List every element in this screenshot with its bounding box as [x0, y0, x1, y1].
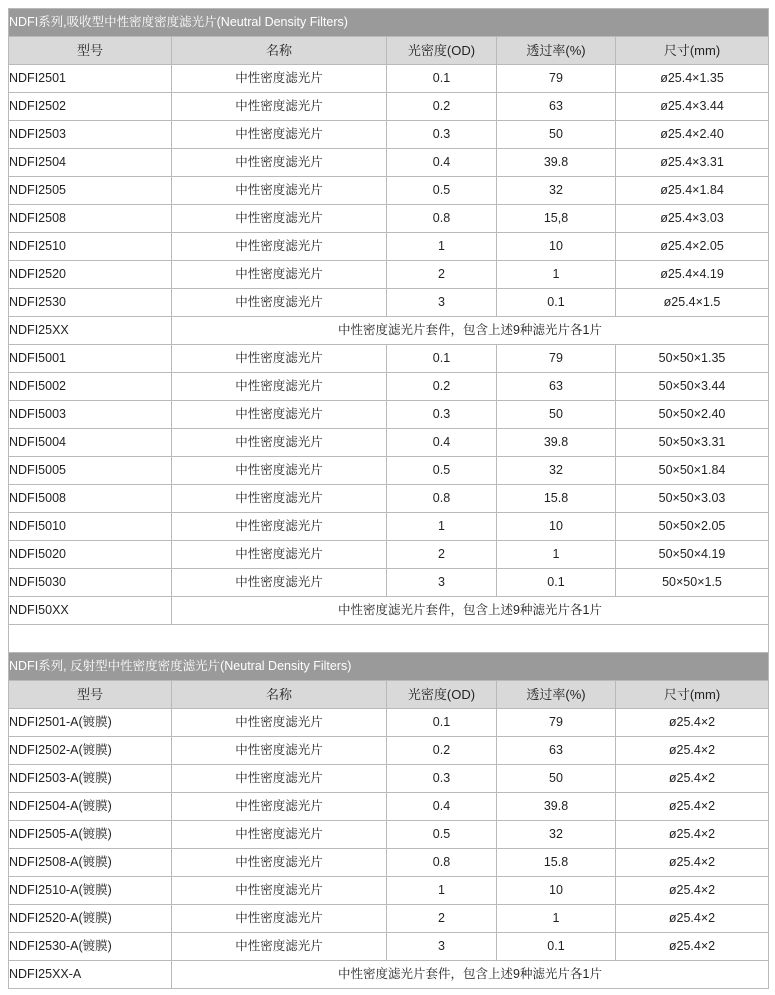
table-row [9, 233, 769, 261]
cell-optical-density: 0.5 [387, 177, 497, 205]
cell-model: NDFI5010 [9, 513, 172, 541]
cell-transmittance: 79 [497, 65, 616, 93]
cell-kit-description: 中性密度滤光片套件，包含上述9种滤光片各1片 [172, 961, 769, 989]
cell-model: NDFI50XX [9, 597, 172, 625]
cell-name: 中性密度滤光片 [172, 345, 387, 373]
cell-dimensions: ø25.4×2 [616, 737, 769, 765]
column-header: 光密度(OD) [387, 37, 497, 65]
cell-transmittance: 10 [497, 233, 616, 261]
column-header: 光密度(OD) [387, 681, 497, 709]
table-row [9, 933, 769, 961]
cell-transmittance: 79 [497, 345, 616, 373]
column-header: 型号 [9, 37, 172, 65]
table-row [9, 65, 769, 93]
cell-optical-density: 0.8 [387, 485, 497, 513]
cell-dimensions: 50×50×1.84 [616, 457, 769, 485]
cell-model: NDFI5005 [9, 457, 172, 485]
column-header: 名称 [172, 37, 387, 65]
cell-transmittance: 0.1 [497, 289, 616, 317]
cell-dimensions: 50×50×3.03 [616, 485, 769, 513]
cell-kit-description: 中性密度滤光片套件，包含上述9种滤光片各1片 [172, 317, 769, 345]
cell-dimensions: ø25.4×2 [616, 905, 769, 933]
cell-model: NDFI2502 [9, 93, 172, 121]
cell-name: 中性密度滤光片 [172, 429, 387, 457]
cell-optical-density: 0.3 [387, 401, 497, 429]
cell-dimensions: ø25.4×2 [616, 933, 769, 961]
cell-model: NDFI5008 [9, 485, 172, 513]
cell-transmittance: 32 [497, 177, 616, 205]
cell-dimensions: ø25.4×3.44 [616, 93, 769, 121]
cell-dimensions: 50×50×1.35 [616, 345, 769, 373]
cell-transmittance: 15.8 [497, 849, 616, 877]
table-row [9, 709, 769, 737]
cell-model: NDFI2508 [9, 205, 172, 233]
cell-model: NDFI5020 [9, 541, 172, 569]
cell-model: NDFI2530-A(镀膜) [9, 933, 172, 961]
cell-model: NDFI2501-A(镀膜) [9, 709, 172, 737]
cell-model: NDFI2504 [9, 149, 172, 177]
cell-dimensions: ø25.4×2 [616, 849, 769, 877]
cell-model: NDFI2520-A(镀膜) [9, 905, 172, 933]
cell-model: NDFI2501 [9, 65, 172, 93]
table-row [9, 905, 769, 933]
cell-transmittance: 1 [497, 541, 616, 569]
cell-name: 中性密度滤光片 [172, 177, 387, 205]
column-header: 透过率(%) [497, 37, 616, 65]
cell-optical-density: 3 [387, 569, 497, 597]
cell-transmittance: 63 [497, 737, 616, 765]
cell-dimensions: 50×50×4.19 [616, 541, 769, 569]
cell-transmittance: 39.8 [497, 793, 616, 821]
cell-dimensions: ø25.4×2 [616, 821, 769, 849]
cell-optical-density: 2 [387, 905, 497, 933]
specifications-table [8, 8, 769, 989]
table-row [9, 737, 769, 765]
cell-dimensions: ø25.4×1.5 [616, 289, 769, 317]
cell-transmittance: 39.8 [497, 149, 616, 177]
table-row [9, 429, 769, 457]
cell-dimensions: ø25.4×2 [616, 877, 769, 905]
cell-optical-density: 0.1 [387, 709, 497, 737]
table-row [9, 485, 769, 513]
cell-optical-density: 0.3 [387, 765, 497, 793]
cell-model: NDFI2530 [9, 289, 172, 317]
cell-optical-density: 0.1 [387, 65, 497, 93]
cell-name: 中性密度滤光片 [172, 149, 387, 177]
cell-optical-density: 0.8 [387, 849, 497, 877]
table-row [9, 401, 769, 429]
cell-name: 中性密度滤光片 [172, 373, 387, 401]
cell-name: 中性密度滤光片 [172, 93, 387, 121]
table-row [9, 569, 769, 597]
section-title-row [9, 653, 769, 681]
cell-dimensions: ø25.4×3.03 [616, 205, 769, 233]
spacer-cell [9, 625, 769, 653]
cell-model: NDFI2503 [9, 121, 172, 149]
table-row [9, 821, 769, 849]
cell-name: 中性密度滤光片 [172, 401, 387, 429]
cell-dimensions: ø25.4×2.05 [616, 233, 769, 261]
cell-model: NDFI2510 [9, 233, 172, 261]
cell-transmittance: 10 [497, 877, 616, 905]
table-row [9, 457, 769, 485]
cell-transmittance: 63 [497, 93, 616, 121]
cell-optical-density: 0.4 [387, 429, 497, 457]
table-row [9, 513, 769, 541]
column-header-row [9, 681, 769, 709]
cell-optical-density: 0.5 [387, 821, 497, 849]
table-row [9, 877, 769, 905]
cell-optical-density: 3 [387, 933, 497, 961]
cell-optical-density: 0.2 [387, 93, 497, 121]
section-title: NDFI系列, 反射型中性密度密度滤光片(Neutral Density Filters) [9, 653, 769, 681]
cell-optical-density: 2 [387, 261, 497, 289]
cell-name: 中性密度滤光片 [172, 765, 387, 793]
cell-optical-density: 0.8 [387, 205, 497, 233]
table-row [9, 149, 769, 177]
cell-model: NDFI2505 [9, 177, 172, 205]
section-title-row [9, 9, 769, 37]
cell-optical-density: 0.2 [387, 737, 497, 765]
cell-transmittance: 15.8 [497, 485, 616, 513]
cell-model: NDFI2508-A(镀膜) [9, 849, 172, 877]
cell-name: 中性密度滤光片 [172, 541, 387, 569]
cell-transmittance: 50 [497, 765, 616, 793]
cell-optical-density: 0.4 [387, 793, 497, 821]
table-row [9, 121, 769, 149]
cell-model: NDFI5003 [9, 401, 172, 429]
table-row [9, 541, 769, 569]
column-header: 名称 [172, 681, 387, 709]
cell-model: NDFI2505-A(镀膜) [9, 821, 172, 849]
table-row [9, 289, 769, 317]
cell-name: 中性密度滤光片 [172, 821, 387, 849]
table-row [9, 793, 769, 821]
cell-transmittance: 32 [497, 821, 616, 849]
cell-optical-density: 0.5 [387, 457, 497, 485]
cell-name: 中性密度滤光片 [172, 709, 387, 737]
cell-optical-density: 0.1 [387, 345, 497, 373]
cell-transmittance: 1 [497, 261, 616, 289]
cell-dimensions: ø25.4×4.19 [616, 261, 769, 289]
cell-dimensions: ø25.4×2.40 [616, 121, 769, 149]
cell-dimensions: ø25.4×3.31 [616, 149, 769, 177]
cell-name: 中性密度滤光片 [172, 905, 387, 933]
cell-name: 中性密度滤光片 [172, 737, 387, 765]
cell-model: NDFI5004 [9, 429, 172, 457]
cell-transmittance: 0.1 [497, 569, 616, 597]
cell-model: NDFI25XX [9, 317, 172, 345]
cell-dimensions: ø25.4×2 [616, 765, 769, 793]
cell-dimensions: ø25.4×2 [616, 709, 769, 737]
table-row [9, 373, 769, 401]
cell-transmittance: 1 [497, 905, 616, 933]
cell-name: 中性密度滤光片 [172, 233, 387, 261]
cell-transmittance: 39.8 [497, 429, 616, 457]
table-row [9, 597, 769, 625]
cell-dimensions: 50×50×3.44 [616, 373, 769, 401]
cell-name: 中性密度滤光片 [172, 289, 387, 317]
cell-transmittance: 79 [497, 709, 616, 737]
cell-model: NDFI5002 [9, 373, 172, 401]
cell-name: 中性密度滤光片 [172, 933, 387, 961]
cell-name: 中性密度滤光片 [172, 121, 387, 149]
table-row [9, 765, 769, 793]
cell-name: 中性密度滤光片 [172, 205, 387, 233]
cell-transmittance: 10 [497, 513, 616, 541]
cell-dimensions: 50×50×2.05 [616, 513, 769, 541]
cell-optical-density: 1 [387, 513, 497, 541]
cell-kit-description: 中性密度滤光片套件，包含上述9种滤光片各1片 [172, 597, 769, 625]
table-row [9, 177, 769, 205]
table-row [9, 345, 769, 373]
cell-optical-density: 0.2 [387, 373, 497, 401]
column-header-row [9, 37, 769, 65]
cell-dimensions: 50×50×3.31 [616, 429, 769, 457]
cell-model: NDFI5001 [9, 345, 172, 373]
cell-model: NDFI2502-A(镀膜) [9, 737, 172, 765]
cell-transmittance: 50 [497, 121, 616, 149]
cell-optical-density: 2 [387, 541, 497, 569]
section-spacer [9, 625, 769, 653]
cell-name: 中性密度滤光片 [172, 485, 387, 513]
cell-name: 中性密度滤光片 [172, 513, 387, 541]
cell-model: NDFI5030 [9, 569, 172, 597]
cell-transmittance: 0.1 [497, 933, 616, 961]
column-header: 尺寸(mm) [616, 37, 769, 65]
cell-dimensions: ø25.4×1.84 [616, 177, 769, 205]
column-header: 尺寸(mm) [616, 681, 769, 709]
table-row [9, 961, 769, 989]
cell-model: NDFI2503-A(镀膜) [9, 765, 172, 793]
cell-optical-density: 3 [387, 289, 497, 317]
cell-dimensions: ø25.4×1.35 [616, 65, 769, 93]
table-row [9, 261, 769, 289]
cell-dimensions: 50×50×2.40 [616, 401, 769, 429]
cell-name: 中性密度滤光片 [172, 569, 387, 597]
cell-optical-density: 0.4 [387, 149, 497, 177]
cell-name: 中性密度滤光片 [172, 457, 387, 485]
cell-optical-density: 1 [387, 233, 497, 261]
cell-dimensions: ø25.4×2 [616, 793, 769, 821]
cell-dimensions: 50×50×1.5 [616, 569, 769, 597]
cell-optical-density: 1 [387, 877, 497, 905]
cell-name: 中性密度滤光片 [172, 793, 387, 821]
cell-optical-density: 0.3 [387, 121, 497, 149]
table-row [9, 205, 769, 233]
table-row [9, 93, 769, 121]
section-title: NDFI系列,吸收型中性密度密度滤光片(Neutral Density Filters) [9, 9, 769, 37]
column-header: 型号 [9, 681, 172, 709]
cell-transmittance: 32 [497, 457, 616, 485]
cell-model: NDFI2510-A(镀膜) [9, 877, 172, 905]
cell-name: 中性密度滤光片 [172, 849, 387, 877]
table-row [9, 849, 769, 877]
cell-model: NDFI2520 [9, 261, 172, 289]
column-header: 透过率(%) [497, 681, 616, 709]
cell-model: NDFI25XX-A [9, 961, 172, 989]
table-row [9, 317, 769, 345]
cell-name: 中性密度滤光片 [172, 877, 387, 905]
cell-transmittance: 50 [497, 401, 616, 429]
cell-name: 中性密度滤光片 [172, 65, 387, 93]
cell-model: NDFI2504-A(镀膜) [9, 793, 172, 821]
cell-transmittance: 15,8 [497, 205, 616, 233]
cell-name: 中性密度滤光片 [172, 261, 387, 289]
cell-transmittance: 63 [497, 373, 616, 401]
